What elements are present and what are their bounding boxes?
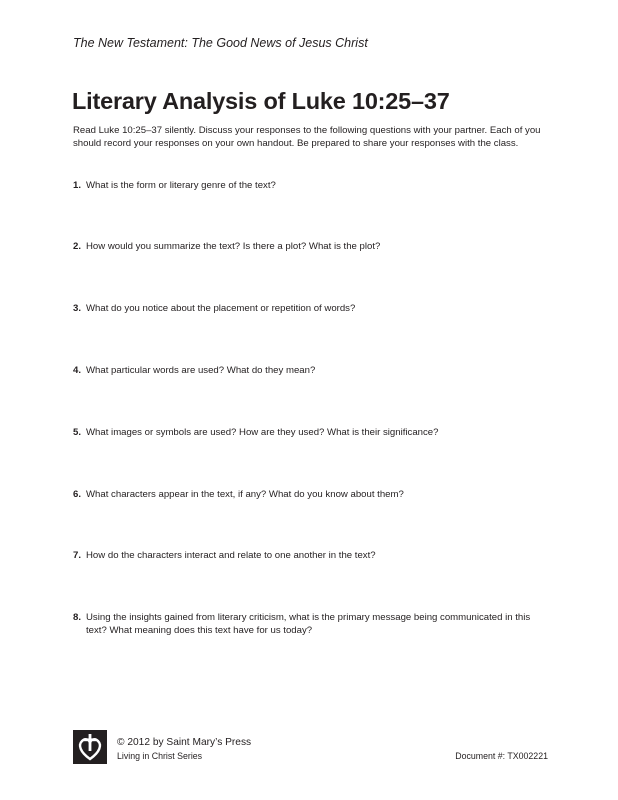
series-name: Living in Christ Series: [117, 751, 203, 761]
question-text: What is the form or literary genre of the text?: [86, 180, 276, 191]
question-text: What particular words are used? What do they mean?: [86, 365, 316, 376]
question-number: 4.: [73, 365, 82, 376]
question-text: What characters appear in the text, if any? What do you know about them?: [86, 489, 404, 500]
question-item: [73, 611, 553, 637]
question-number: 1.: [73, 180, 82, 191]
question-number: 8.: [73, 612, 82, 623]
question-number: 3.: [73, 303, 82, 314]
question-item: [73, 488, 553, 501]
question-number: 7.: [73, 550, 82, 561]
course-title: The New Testament: The Good News of Jesus Christ: [73, 36, 368, 50]
question-item: [73, 302, 553, 315]
question-number: 5.: [73, 427, 82, 438]
question-item: [73, 549, 553, 562]
question-item: [73, 179, 553, 192]
question-number: 2.: [73, 241, 82, 252]
saint-marys-press-logo-icon: [73, 730, 107, 764]
copyright: © 2012 by Saint Mary’s Press: [117, 737, 252, 748]
page-title: Literary Analysis of Luke 10:25–37: [72, 88, 450, 114]
question-item: [73, 426, 553, 439]
question-item: [73, 240, 553, 253]
question-text: What images or symbols are used? How are they used? What is their significance?: [86, 427, 439, 438]
question-item: [73, 364, 553, 377]
question-text: Using the insights gained from literary criticism, what is the primary message being communicated in this text? What meaning does this text have for us today?: [86, 612, 531, 636]
document-number: Document #: TX002221: [455, 751, 548, 761]
instructions: Read Luke 10:25–37 silently. Discuss your responses to the following questions with your partner. Each of you should record your responses on your own handout. Be prepared to share your responses with the class.: [73, 125, 541, 149]
question-text: How would you summarize the text? Is there a plot? What is the plot?: [86, 241, 381, 252]
question-text: How do the characters interact and relate to one another in the text?: [86, 550, 376, 561]
question-number: 6.: [73, 489, 82, 500]
question-text: What do you notice about the placement or repetition of words?: [86, 303, 356, 314]
